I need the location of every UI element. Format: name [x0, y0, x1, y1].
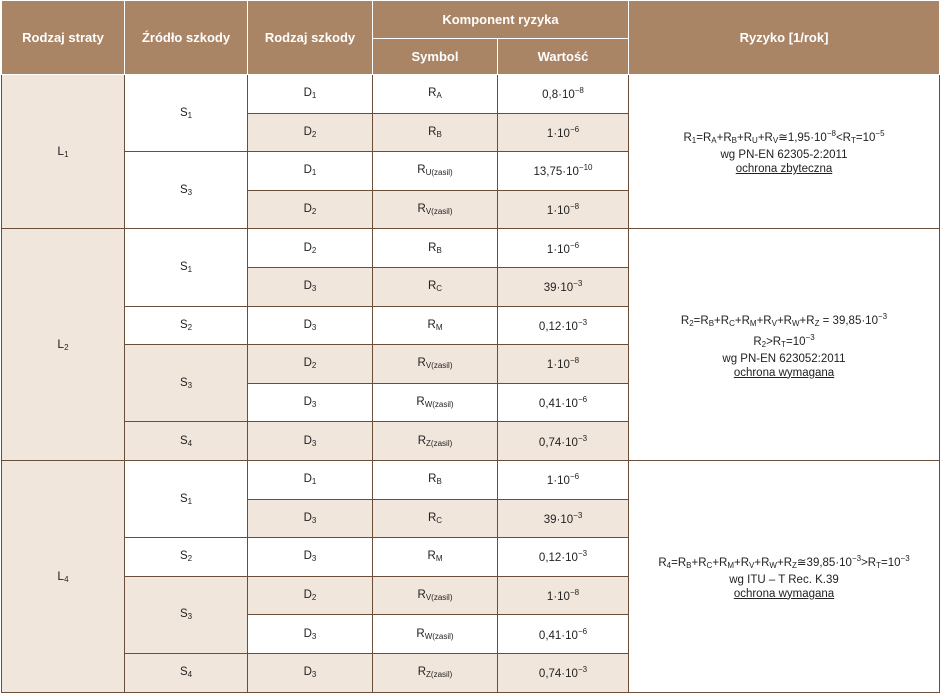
value-exponent: −3 — [573, 279, 583, 289]
value-mantissa: 1·10 — [546, 127, 570, 140]
symbol-cell — [373, 267, 498, 306]
damage-type-cell — [248, 113, 373, 152]
label-base: S — [179, 434, 188, 447]
value-cell — [498, 653, 629, 692]
label-subscript: 4 — [187, 438, 193, 448]
label-subscript: 1 — [187, 110, 193, 120]
risk-summary-cell — [629, 75, 940, 229]
label-base: S — [179, 183, 188, 196]
damage-source-cell — [125, 345, 248, 422]
value-cell — [498, 267, 629, 306]
symbol-cell — [373, 538, 498, 577]
value-cell — [498, 75, 629, 114]
label-subscript: C — [436, 284, 443, 294]
label-base: S — [179, 106, 188, 119]
label-subscript: V(zasil) — [425, 207, 453, 217]
label-subscript: 3 — [187, 187, 193, 197]
damage-source-cell — [125, 229, 248, 306]
risk-standard: wg PN-EN 623052:2011 — [722, 352, 846, 365]
label-subscript: 1 — [311, 168, 317, 178]
risk-formula: $R_2=R_B+R_C+R_M+R_V+R_W+R_Z = 39,85\cdot 10^{-3}$ — [680, 311, 888, 328]
label-subscript: 3 — [311, 438, 317, 448]
label-subscript: 2 — [311, 207, 317, 217]
value-cell — [498, 383, 629, 422]
symbol-cell — [373, 653, 498, 692]
value-exponent: −8 — [569, 356, 580, 366]
value-exponent: −6 — [569, 240, 580, 250]
value-mantissa: 0,12·10 — [538, 320, 578, 333]
label-subscript: 3 — [187, 380, 193, 390]
value-exponent: −6 — [577, 395, 588, 405]
risk-standard: wg PN-EN 62305-2:2011 — [720, 149, 848, 162]
label-base: R — [416, 627, 425, 640]
value-cell — [498, 113, 629, 152]
label-subscript: M — [435, 322, 443, 332]
value-exponent: −6 — [577, 626, 588, 636]
table-body — [2, 75, 940, 693]
value-exponent: −8 — [574, 86, 584, 96]
risk-comparison: $R_2>R_T=10^{-3}$ — [753, 332, 815, 349]
damage-source-cell — [125, 460, 248, 537]
label-base: R — [417, 357, 426, 370]
label-subscript: 2 — [311, 129, 317, 139]
value-exponent: −10 — [578, 163, 593, 173]
label-base: R — [427, 550, 436, 563]
label-base: D — [303, 203, 312, 216]
header-damage-type: Rodzaj szkody — [248, 1, 373, 75]
label-base: S — [179, 550, 188, 563]
risk-formula: $R_4=R_B+R_C+R_M+R_V+R_W+R_Z≅39,85\cdot 10^{-3}>R_T=10^{-3}$ — [658, 553, 910, 570]
damage-type-cell — [248, 152, 373, 191]
label-subscript: 3 — [311, 322, 317, 332]
label-base: S — [179, 260, 188, 273]
symbol-cell — [373, 615, 498, 654]
damage-source-cell — [125, 422, 248, 461]
label-base: R — [417, 164, 426, 177]
label-base: D — [303, 434, 312, 447]
label-subscript: C — [436, 515, 443, 525]
value-exponent: −8 — [569, 202, 580, 212]
damage-type-cell — [248, 460, 373, 499]
label-subscript: B — [436, 477, 442, 487]
symbol-cell — [373, 152, 498, 191]
label-base: S — [179, 666, 188, 679]
label-base: R — [428, 241, 437, 254]
value-mantissa: 1·10 — [546, 359, 570, 372]
label-base: R — [416, 396, 425, 409]
value-mantissa: 1·10 — [546, 205, 570, 218]
value-mantissa: 0,74·10 — [538, 436, 578, 449]
value-mantissa: 0,41·10 — [538, 629, 578, 642]
label-base: R — [417, 589, 426, 602]
symbol-cell — [373, 75, 498, 114]
label-subscript: 3 — [311, 515, 317, 525]
label-subscript: 3 — [311, 400, 317, 410]
damage-source-cell — [125, 306, 248, 345]
label-subscript: 1 — [64, 150, 69, 160]
header-symbol: Symbol — [373, 39, 498, 75]
value-cell — [498, 538, 629, 577]
damage-source-cell — [125, 576, 248, 653]
header-risk: Ryzyko [1/rok] — [629, 1, 940, 75]
damage-type-cell — [248, 345, 373, 384]
label-subscript: 3 — [187, 612, 193, 622]
label-base: R — [428, 87, 437, 100]
label-subscript: Z(zasil) — [426, 670, 453, 680]
loss-type-cell — [2, 460, 125, 692]
damage-source-cell — [125, 75, 248, 152]
damage-type-cell — [248, 190, 373, 229]
value-exponent: −3 — [577, 433, 588, 443]
label-subscript: W(zasil) — [424, 631, 454, 641]
label-subscript: 4 — [187, 670, 193, 680]
value-mantissa: 0,8·10 — [542, 89, 575, 102]
label-subscript: Z(zasil) — [426, 438, 453, 448]
label-base: L — [57, 337, 65, 352]
table-row — [2, 229, 940, 268]
label-subscript: 3 — [311, 554, 317, 564]
label-subscript: 2 — [187, 322, 193, 332]
label-subscript: 2 — [311, 593, 317, 603]
label-subscript: 3 — [311, 284, 317, 294]
value-cell — [498, 460, 629, 499]
damage-type-cell — [248, 576, 373, 615]
label-base: R — [428, 125, 437, 138]
value-mantissa: 0,74·10 — [538, 668, 578, 681]
damage-source-cell — [125, 152, 248, 229]
value-mantissa: 1·10 — [546, 243, 570, 256]
value-exponent: −8 — [569, 588, 580, 598]
value-mantissa: 1·10 — [546, 591, 570, 604]
label-subscript: 1 — [187, 264, 193, 274]
label-base: D — [303, 125, 312, 138]
label-subscript: 3 — [311, 670, 317, 680]
loss-type-cell — [2, 75, 125, 229]
label-base: S — [179, 376, 188, 389]
header-damage-source: Źródło szkody — [125, 1, 248, 75]
value-mantissa: 0,12·10 — [538, 552, 578, 565]
label-subscript: 1 — [311, 477, 317, 487]
label-base: S — [179, 608, 188, 621]
risk-summary-cell — [629, 460, 940, 692]
value-cell — [498, 576, 629, 615]
label-subscript: B — [436, 129, 442, 139]
label-subscript: 2 — [311, 361, 317, 371]
label-base: R — [427, 318, 436, 331]
label-base: D — [303, 318, 312, 331]
label-base: S — [179, 492, 188, 505]
damage-source-cell — [125, 653, 248, 692]
label-subscript: 1 — [187, 496, 193, 506]
value-exponent: −3 — [577, 317, 588, 327]
damage-type-cell — [248, 615, 373, 654]
table-row — [2, 460, 940, 499]
value-mantissa: 39·10 — [543, 282, 574, 295]
damage-type-cell — [248, 499, 373, 538]
label-base: D — [303, 589, 312, 602]
label-subscript: 2 — [64, 343, 69, 353]
label-base: R — [427, 511, 437, 524]
label-base: S — [179, 318, 188, 331]
label-base: D — [303, 396, 312, 409]
label-subscript: A — [436, 91, 442, 101]
label-subscript: 4 — [64, 574, 69, 584]
damage-type-cell — [248, 383, 373, 422]
damage-type-cell — [248, 653, 373, 692]
value-exponent: −6 — [569, 124, 580, 134]
value-cell — [498, 306, 629, 345]
symbol-cell — [373, 460, 498, 499]
symbol-cell — [373, 190, 498, 229]
value-mantissa: 0,41·10 — [538, 398, 578, 411]
symbol-cell — [373, 422, 498, 461]
label-base: D — [303, 357, 312, 370]
label-subscript: V(zasil) — [425, 361, 453, 371]
risk-table — [1, 0, 940, 693]
damage-type-cell — [248, 538, 373, 577]
label-base: D — [303, 164, 312, 177]
damage-source-cell — [125, 538, 248, 577]
label-base: R — [417, 203, 426, 216]
header-risk-component: Komponent ryzyka — [373, 1, 629, 39]
risk-formula: $R_1=R_A+R_B+R_U+R_V≅1,95\cdot 10^{-8}<R_T=10^{-5}$ — [683, 129, 885, 146]
risk-conclusion: ochrona zbyteczna — [735, 163, 833, 176]
label-base: D — [303, 280, 312, 293]
label-subscript: U(zasil) — [425, 168, 453, 178]
table-row — [2, 75, 940, 114]
value-mantissa: 13,75·10 — [533, 166, 579, 179]
value-exponent: −6 — [569, 472, 580, 482]
risk-conclusion: ochrona wymagana — [733, 587, 835, 600]
label-base: D — [303, 550, 312, 563]
label-subscript: 1 — [311, 91, 317, 101]
label-base: L — [57, 568, 65, 583]
value-exponent: −3 — [577, 665, 588, 675]
risk-standard: wg ITU – T Rec. K.39 — [729, 573, 839, 586]
label-base: D — [303, 473, 312, 486]
value-cell — [498, 422, 629, 461]
label-subscript: 3 — [311, 631, 317, 641]
damage-type-cell — [248, 229, 373, 268]
loss-type-cell — [2, 229, 125, 461]
value-mantissa: 1·10 — [546, 475, 570, 488]
label-base: R — [417, 666, 427, 679]
label-base: R — [417, 434, 427, 447]
value-mantissa: 39·10 — [543, 513, 574, 526]
label-subscript: B — [436, 245, 442, 255]
label-base: D — [303, 666, 312, 679]
symbol-cell — [373, 383, 498, 422]
value-cell — [498, 615, 629, 654]
label-subscript: 2 — [187, 554, 193, 564]
symbol-cell — [373, 499, 498, 538]
label-base: R — [428, 473, 437, 486]
label-base: L — [57, 144, 65, 159]
header-value: Wartość — [498, 39, 629, 75]
label-subscript: V(zasil) — [425, 593, 453, 603]
damage-type-cell — [248, 267, 373, 306]
risk-summary-cell — [629, 229, 940, 461]
damage-type-cell — [248, 422, 373, 461]
label-base: R — [427, 280, 437, 293]
symbol-cell — [373, 113, 498, 152]
value-exponent: −3 — [577, 549, 588, 559]
label-subscript: 2 — [311, 245, 317, 255]
label-subscript: W(zasil) — [424, 400, 454, 410]
header-loss-type: Rodzaj straty — [2, 1, 125, 75]
risk-conclusion: ochrona wymagana — [733, 366, 835, 379]
label-base: D — [303, 87, 312, 100]
symbol-cell — [373, 576, 498, 615]
label-subscript: M — [435, 554, 443, 564]
symbol-cell — [373, 345, 498, 384]
value-cell — [498, 229, 629, 268]
value-cell — [498, 190, 629, 229]
value-cell — [498, 345, 629, 384]
value-cell — [498, 152, 629, 191]
value-cell — [498, 499, 629, 538]
damage-type-cell — [248, 306, 373, 345]
symbol-cell — [373, 229, 498, 268]
label-base: D — [303, 241, 312, 254]
symbol-cell — [373, 306, 498, 345]
label-base: D — [303, 511, 312, 524]
damage-type-cell — [248, 75, 373, 114]
value-exponent: −3 — [573, 510, 583, 520]
label-base: D — [303, 627, 312, 640]
